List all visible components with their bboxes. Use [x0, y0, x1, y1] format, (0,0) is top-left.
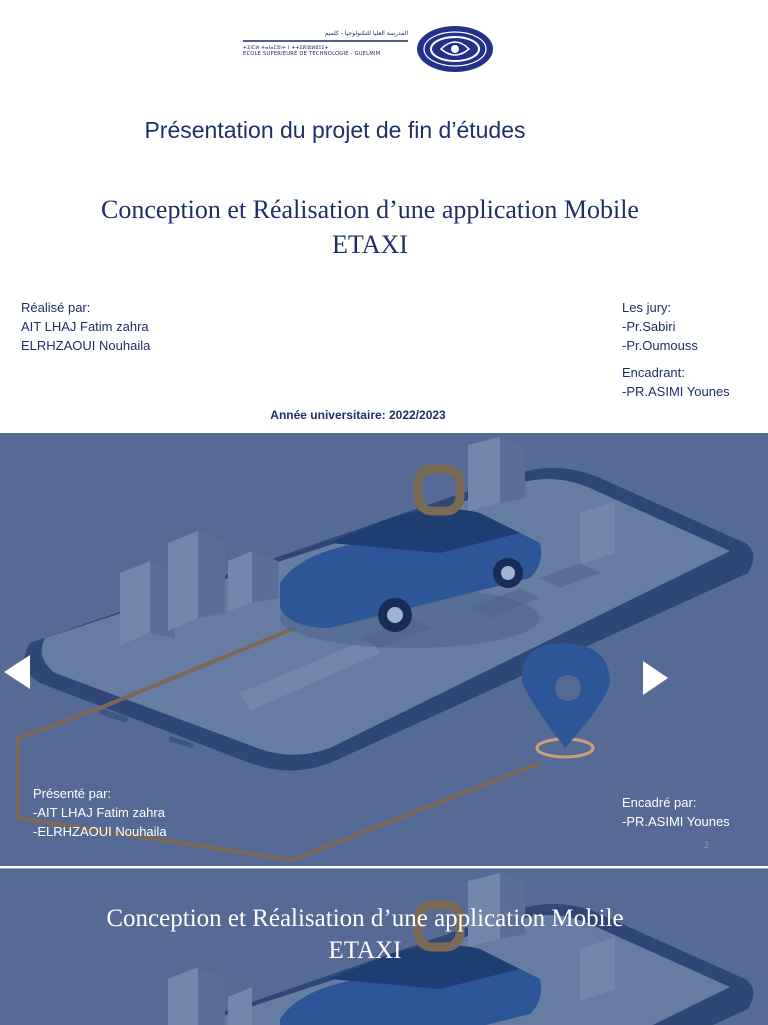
school-emblem-icon: [415, 25, 495, 73]
jury-member: -Pr.Sabiri: [622, 319, 676, 334]
school-logo-text: [243, 30, 408, 66]
author-name: AIT LHAJ Fatim zahra: [21, 319, 149, 334]
encadrant-name: -PR.ASIMI Younes: [622, 384, 730, 399]
logo-arabic-name: المدرسة العليا للتكنولوجيا - كلميم: [324, 30, 408, 37]
jury-member: -Pr.Oumouss: [622, 338, 698, 353]
project-title-line1: Conception et Réalisation d’une application Mobile: [101, 195, 639, 224]
page-number: 2: [704, 840, 710, 850]
next-arrow-icon[interactable]: [643, 661, 668, 695]
author-name: ELRHZAOUI Nouhaila: [21, 338, 151, 353]
encadrant-label: Encadrant:: [622, 365, 685, 380]
project-title-line2: ETAXI: [332, 230, 408, 259]
supervisor-block: [622, 793, 730, 831]
presenter-name: -ELRHZAOUI Nouhaila: [33, 824, 167, 839]
realise-label: Réalisé par:: [21, 300, 91, 315]
supervisor-name: -PR.ASIMI Younes: [622, 814, 730, 829]
jury-label: Les jury:: [622, 300, 672, 315]
location-pin-icon: [522, 643, 610, 757]
academic-year: Année universitaire: 2022/2023: [270, 408, 446, 422]
slide3-title-line1: Conception et Réalisation d’une application Mobile: [106, 905, 624, 932]
logo-tifinagh-name: ⵜⵉⵏⵎⵍ ⵜⴰⵏⴰⵎⵓⵏⵜ ⵏ ⵜⵜⵉⴽⵏⵓⵍⵓⵊⵉⵜ: [243, 45, 329, 51]
presente-label: Présenté par:: [33, 786, 112, 801]
slide3-title: [0, 903, 730, 967]
presenters-block: [33, 784, 167, 841]
prev-arrow-icon[interactable]: [4, 655, 30, 689]
jury-block: [622, 298, 730, 401]
encadre-label: Encadré par:: [622, 795, 697, 810]
slide3-title-line2: ETAXI: [328, 937, 402, 964]
presenter-name: -AIT LHAJ Fatim zahra: [33, 805, 165, 820]
title-slide: [0, 0, 768, 433]
logo-french-name: ECOLE SUPERIEURE DE TECHNOLOGIE - GUELMIM: [243, 51, 381, 57]
presentation-heading: Présentation du projet de fin d’études: [144, 117, 526, 143]
logo-divider: [243, 40, 408, 42]
project-title: [0, 192, 740, 262]
authors-block: [21, 298, 150, 355]
